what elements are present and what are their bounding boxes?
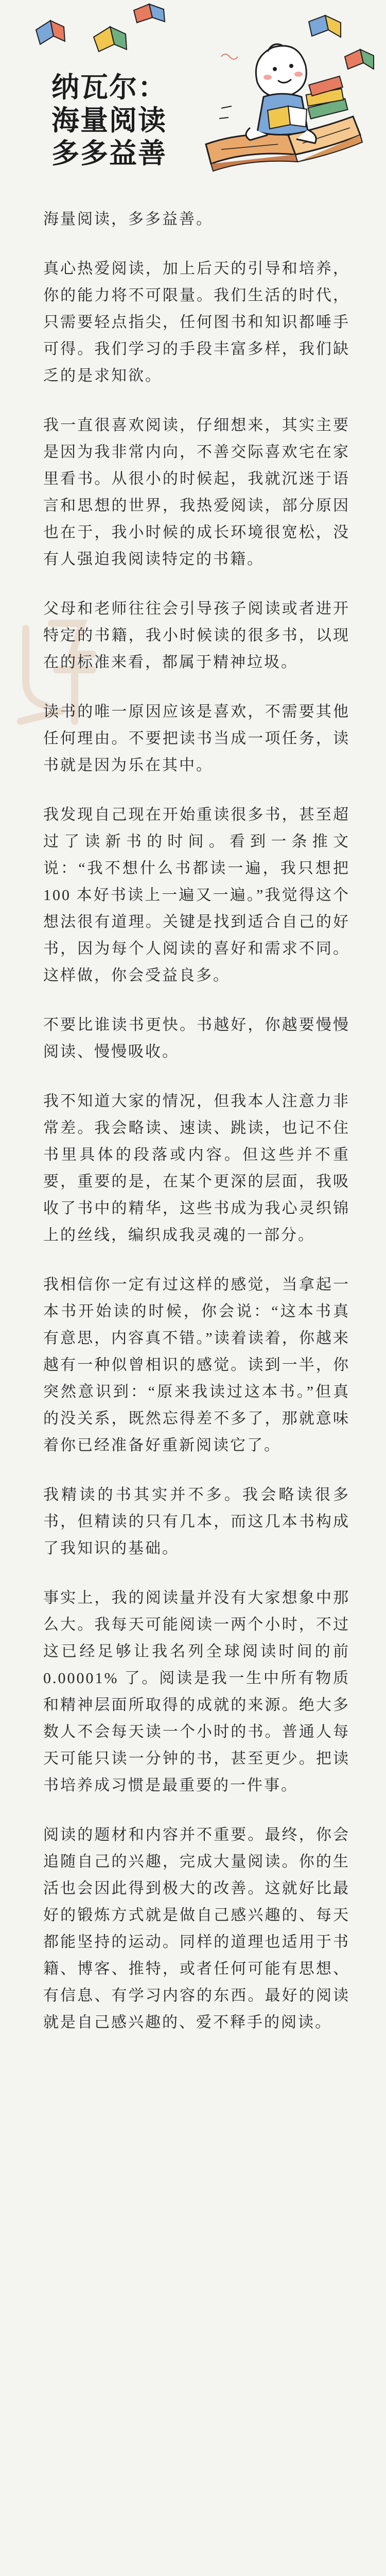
- flying-book-icon: [134, 4, 165, 23]
- paragraph: 我相信你一定有过这样的感觉，当拿起一本书开始读的时候，你会说：“这本书真有意思，内容真不错。”读着读着，你越来越有一种似曾相识的感觉。读到一半，你突然意识到：“原来我读过这本书。”但真的没关系，既然忘得差不多了，那就意味着你已经准备好重新阅读它了。: [43, 1276, 350, 1454]
- paragraph: 海量阅读，多多益善。: [43, 211, 213, 228]
- paragraph: 父母和老师往往会引导孩子阅读或者进开特定的书籍，我小时候读的很多书，以现在的标准来看，都属于精神垃圾。: [43, 600, 350, 671]
- title-line: 纳瓦尔：: [51, 71, 167, 104]
- paragraph: 不要比谁读书更快。书越好，你越要慢慢阅读、慢慢吸收。: [43, 1016, 350, 1060]
- title-line: 多多益善: [51, 137, 167, 170]
- child-reader-icon: [246, 44, 316, 143]
- flying-book-icon: [94, 27, 127, 52]
- book-stack-icon: [306, 76, 348, 119]
- header-banner: [0, 0, 386, 196]
- title-line: 海量阅读: [51, 104, 167, 137]
- flying-book-icon: [36, 21, 65, 44]
- paragraph: 阅读的题材和内容并不重要。最终，你会追随自己的兴趣，完成大量阅读。你的生活也会因此得到极大的改善。这就好比最好的锻炼方式就是做自己感兴趣的、每天都能坚持的运动。同样的道理也适用于书籍、博客、推特，或者任何可能有思想、有信息、有学习内容的东西。最好的阅读就是自己感兴趣的、爱不释手的阅读。: [43, 1826, 350, 2031]
- paragraph: 读书的唯一原因应该是喜欢，不需要其他任何理由。不要把读书当成一项任务，读书就是因为乐在其中。: [43, 703, 350, 774]
- paragraph: 真心热爱阅读，加上后天的引导和培养，你的能力将不可限量。我们生活的时代，只需要轻点指尖，任何图书和知识都唾手可得。我们学习的手段丰富多样，我们缺乏的是求知欲。: [43, 260, 350, 384]
- paragraph: 我发现自己现在开始重读很多书，甚至超过了读新书的时间。看到一条推文说：“我不想什么书都读一遍，我只想把 100 本好书读上一遍又一遍。”我觉得这个想法很有道理。关键是找到适合自己的好书，因为每个人阅读的喜好和需求不同。这样做，你会受益良多。: [43, 806, 350, 984]
- paragraph: 我精读的书其实并不多。我会略读很多书，但精读的只有几本，而这几本书构成了我知识的基础。: [43, 1486, 350, 1557]
- article-title: [51, 71, 167, 170]
- flying-book-icon: [345, 49, 374, 69]
- paragraph: 事实上，我的阅读量并没有大家想象中那么大。我每天可能阅读一两个小时，不过这已经足够让我名列全球阅读时间的前 0.00001% 了。阅读是我一生中所有物质和精神层面所取得的成就的来源。绝大多数人不会每天读一个小时的书。普通人每天可能只读一分钟的书，甚至更少。把读书培养成习惯是最重要的一件事。: [43, 1589, 350, 1794]
- paragraph: 我不知道大家的情况，但我本人注意力非常差。我会略读、速读、跳读，也记不住书里具体的段落或内容。但这些并不重要，重要的是，在某个更深的层面，我吸收了书中的精华，这些书成为我心灵织锦上的丝线，编织成我灵魂的一部分。: [43, 1093, 350, 1244]
- article-body: [43, 206, 350, 2059]
- paragraph: 我一直很喜欢阅读，仔细想来，其实主要是因为我非常内向，不善交际喜欢宅在家里看书。从很小的时候起，我就沉迷于语言和思想的世界，我热爱阅读，部分原因也在于，我小时候的成长环境很宽松，没有人强迫我阅读特定的书籍。: [43, 417, 350, 568]
- flying-book-icon: [309, 15, 341, 37]
